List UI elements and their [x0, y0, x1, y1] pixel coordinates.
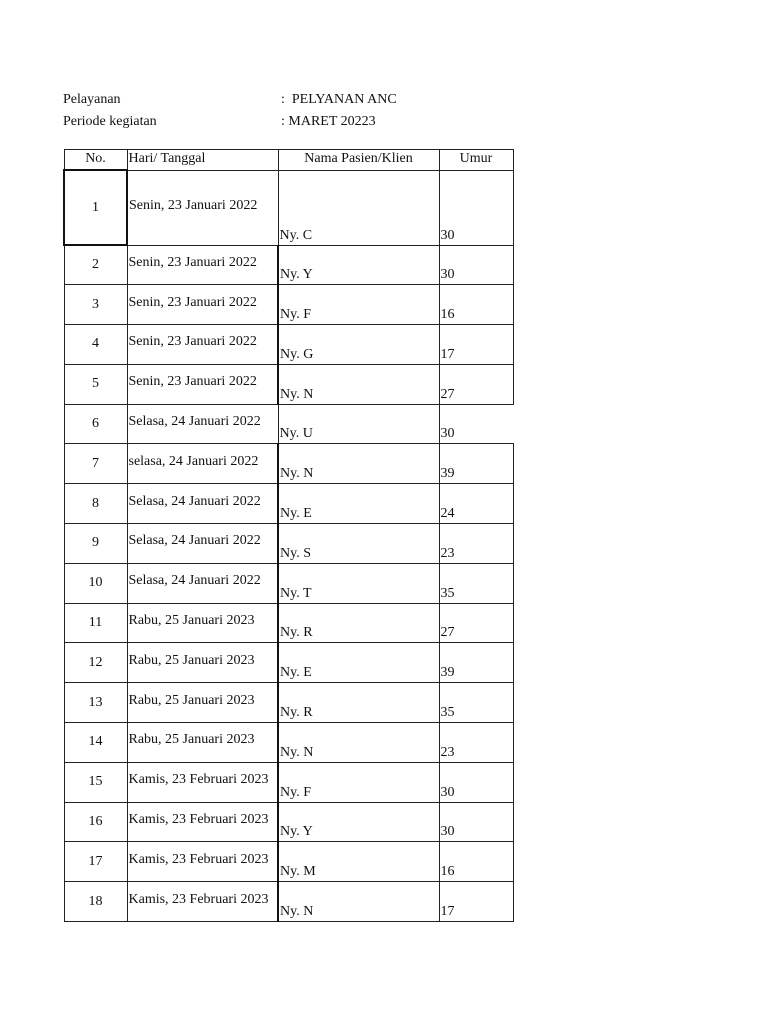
column-header-no: No. [64, 150, 127, 171]
row-patient-name: Ny. M [278, 842, 439, 882]
row-date: Selasa, 24 Januari 2022 [127, 524, 278, 564]
row-patient-name: Ny. N [278, 364, 439, 404]
table-row [64, 484, 513, 524]
row-patient-name: Ny. N [278, 723, 439, 763]
row-number: 16 [64, 802, 127, 842]
row-number: 18 [64, 882, 127, 922]
table-row [64, 325, 513, 365]
row-number: 14 [64, 723, 127, 763]
row-number: 1 [64, 170, 127, 245]
row-age: 30 [439, 404, 513, 444]
row-age: 17 [439, 882, 513, 922]
table-row [64, 563, 513, 603]
row-age: 30 [439, 245, 513, 285]
row-age: 39 [439, 643, 513, 683]
row-number: 12 [64, 643, 127, 683]
row-number: 9 [64, 524, 127, 564]
table-row [64, 444, 513, 484]
table-row [64, 643, 513, 683]
row-date: Rabu, 25 Januari 2023 [127, 603, 278, 643]
row-date: Selasa, 24 Januari 2022 [127, 484, 278, 524]
period-row [63, 111, 397, 133]
row-number: 2 [64, 245, 127, 285]
row-age: 35 [439, 563, 513, 603]
column-header-date: Hari/ Tanggal [127, 150, 278, 171]
row-age: 30 [439, 802, 513, 842]
row-age: 30 [439, 170, 513, 245]
row-patient-name: Ny. T [278, 563, 439, 603]
row-age: 16 [439, 842, 513, 882]
row-date: Kamis, 23 Februari 2023 [127, 762, 278, 802]
row-patient-name: Ny. R [278, 683, 439, 723]
row-age: 17 [439, 325, 513, 365]
row-date: Senin, 23 Januari 2022 [127, 245, 278, 285]
row-patient-name: Ny. S [278, 524, 439, 564]
row-date: Senin, 23 Januari 2022 [127, 285, 278, 325]
row-number: 7 [64, 444, 127, 484]
period-label: Periode kegiatan [63, 114, 157, 129]
row-patient-name: Ny. Y [278, 802, 439, 842]
table-row [64, 842, 513, 882]
column-header-name: Nama Pasien/Klien [278, 150, 439, 171]
table-row [64, 603, 513, 643]
column-header-age: Umur [439, 150, 513, 171]
row-patient-name: Ny. Y [278, 245, 439, 285]
row-date: Rabu, 25 Januari 2023 [127, 723, 278, 763]
row-date: Rabu, 25 Januari 2023 [127, 683, 278, 723]
row-age: 23 [439, 723, 513, 763]
row-age: 24 [439, 484, 513, 524]
table-row [64, 285, 513, 325]
row-patient-name: Ny. G [278, 325, 439, 365]
row-date: Senin, 23 Januari 2022 [127, 170, 278, 245]
table-row [64, 245, 513, 285]
row-date: Kamis, 23 Februari 2023 [127, 842, 278, 882]
row-number: 4 [64, 325, 127, 365]
table-body [64, 170, 513, 922]
row-number: 5 [64, 364, 127, 404]
row-patient-name: Ny. F [278, 285, 439, 325]
row-number: 8 [64, 484, 127, 524]
row-number: 15 [64, 762, 127, 802]
row-age: 35 [439, 683, 513, 723]
row-patient-name: Ny. E [278, 643, 439, 683]
row-patient-name: Ny. F [278, 762, 439, 802]
row-date: Selasa, 24 Januari 2022 [127, 404, 278, 444]
table-row [64, 170, 513, 245]
row-date: Kamis, 23 Februari 2023 [127, 882, 278, 922]
service-row [63, 89, 397, 111]
patient-table [63, 149, 514, 922]
row-age: 30 [439, 762, 513, 802]
service-label: Pelayanan [63, 92, 121, 107]
row-number: 11 [64, 603, 127, 643]
row-date: Kamis, 23 Februari 2023 [127, 802, 278, 842]
row-number: 10 [64, 563, 127, 603]
row-age: 27 [439, 603, 513, 643]
service-value: : PELYANAN ANC [281, 92, 397, 107]
table-row [64, 524, 513, 564]
row-patient-name: Ny. E [278, 484, 439, 524]
table-row [64, 723, 513, 763]
row-patient-name: Ny. U [278, 404, 439, 444]
table-row [64, 364, 513, 404]
row-date: Senin, 23 Januari 2022 [127, 364, 278, 404]
row-age: 39 [439, 444, 513, 484]
row-patient-name: Ny. R [278, 603, 439, 643]
table-header-row [64, 150, 513, 171]
row-date: Senin, 23 Januari 2022 [127, 325, 278, 365]
table-row [64, 882, 513, 922]
document-header [63, 89, 397, 133]
table-row [64, 762, 513, 802]
row-patient-name: Ny. N [278, 444, 439, 484]
table-row [64, 802, 513, 842]
row-number: 17 [64, 842, 127, 882]
row-date: Rabu, 25 Januari 2023 [127, 643, 278, 683]
period-value: : MARET 20223 [281, 114, 376, 129]
row-age: 23 [439, 524, 513, 564]
row-patient-name: Ny. N [278, 882, 439, 922]
row-age: 16 [439, 285, 513, 325]
table-row [64, 683, 513, 723]
row-number: 6 [64, 404, 127, 444]
row-date: selasa, 24 Januari 2022 [127, 444, 278, 484]
row-number: 3 [64, 285, 127, 325]
row-age: 27 [439, 364, 513, 404]
row-patient-name: Ny. C [278, 170, 439, 245]
table-row [64, 404, 513, 444]
row-number: 13 [64, 683, 127, 723]
row-date: Selasa, 24 Januari 2022 [127, 563, 278, 603]
